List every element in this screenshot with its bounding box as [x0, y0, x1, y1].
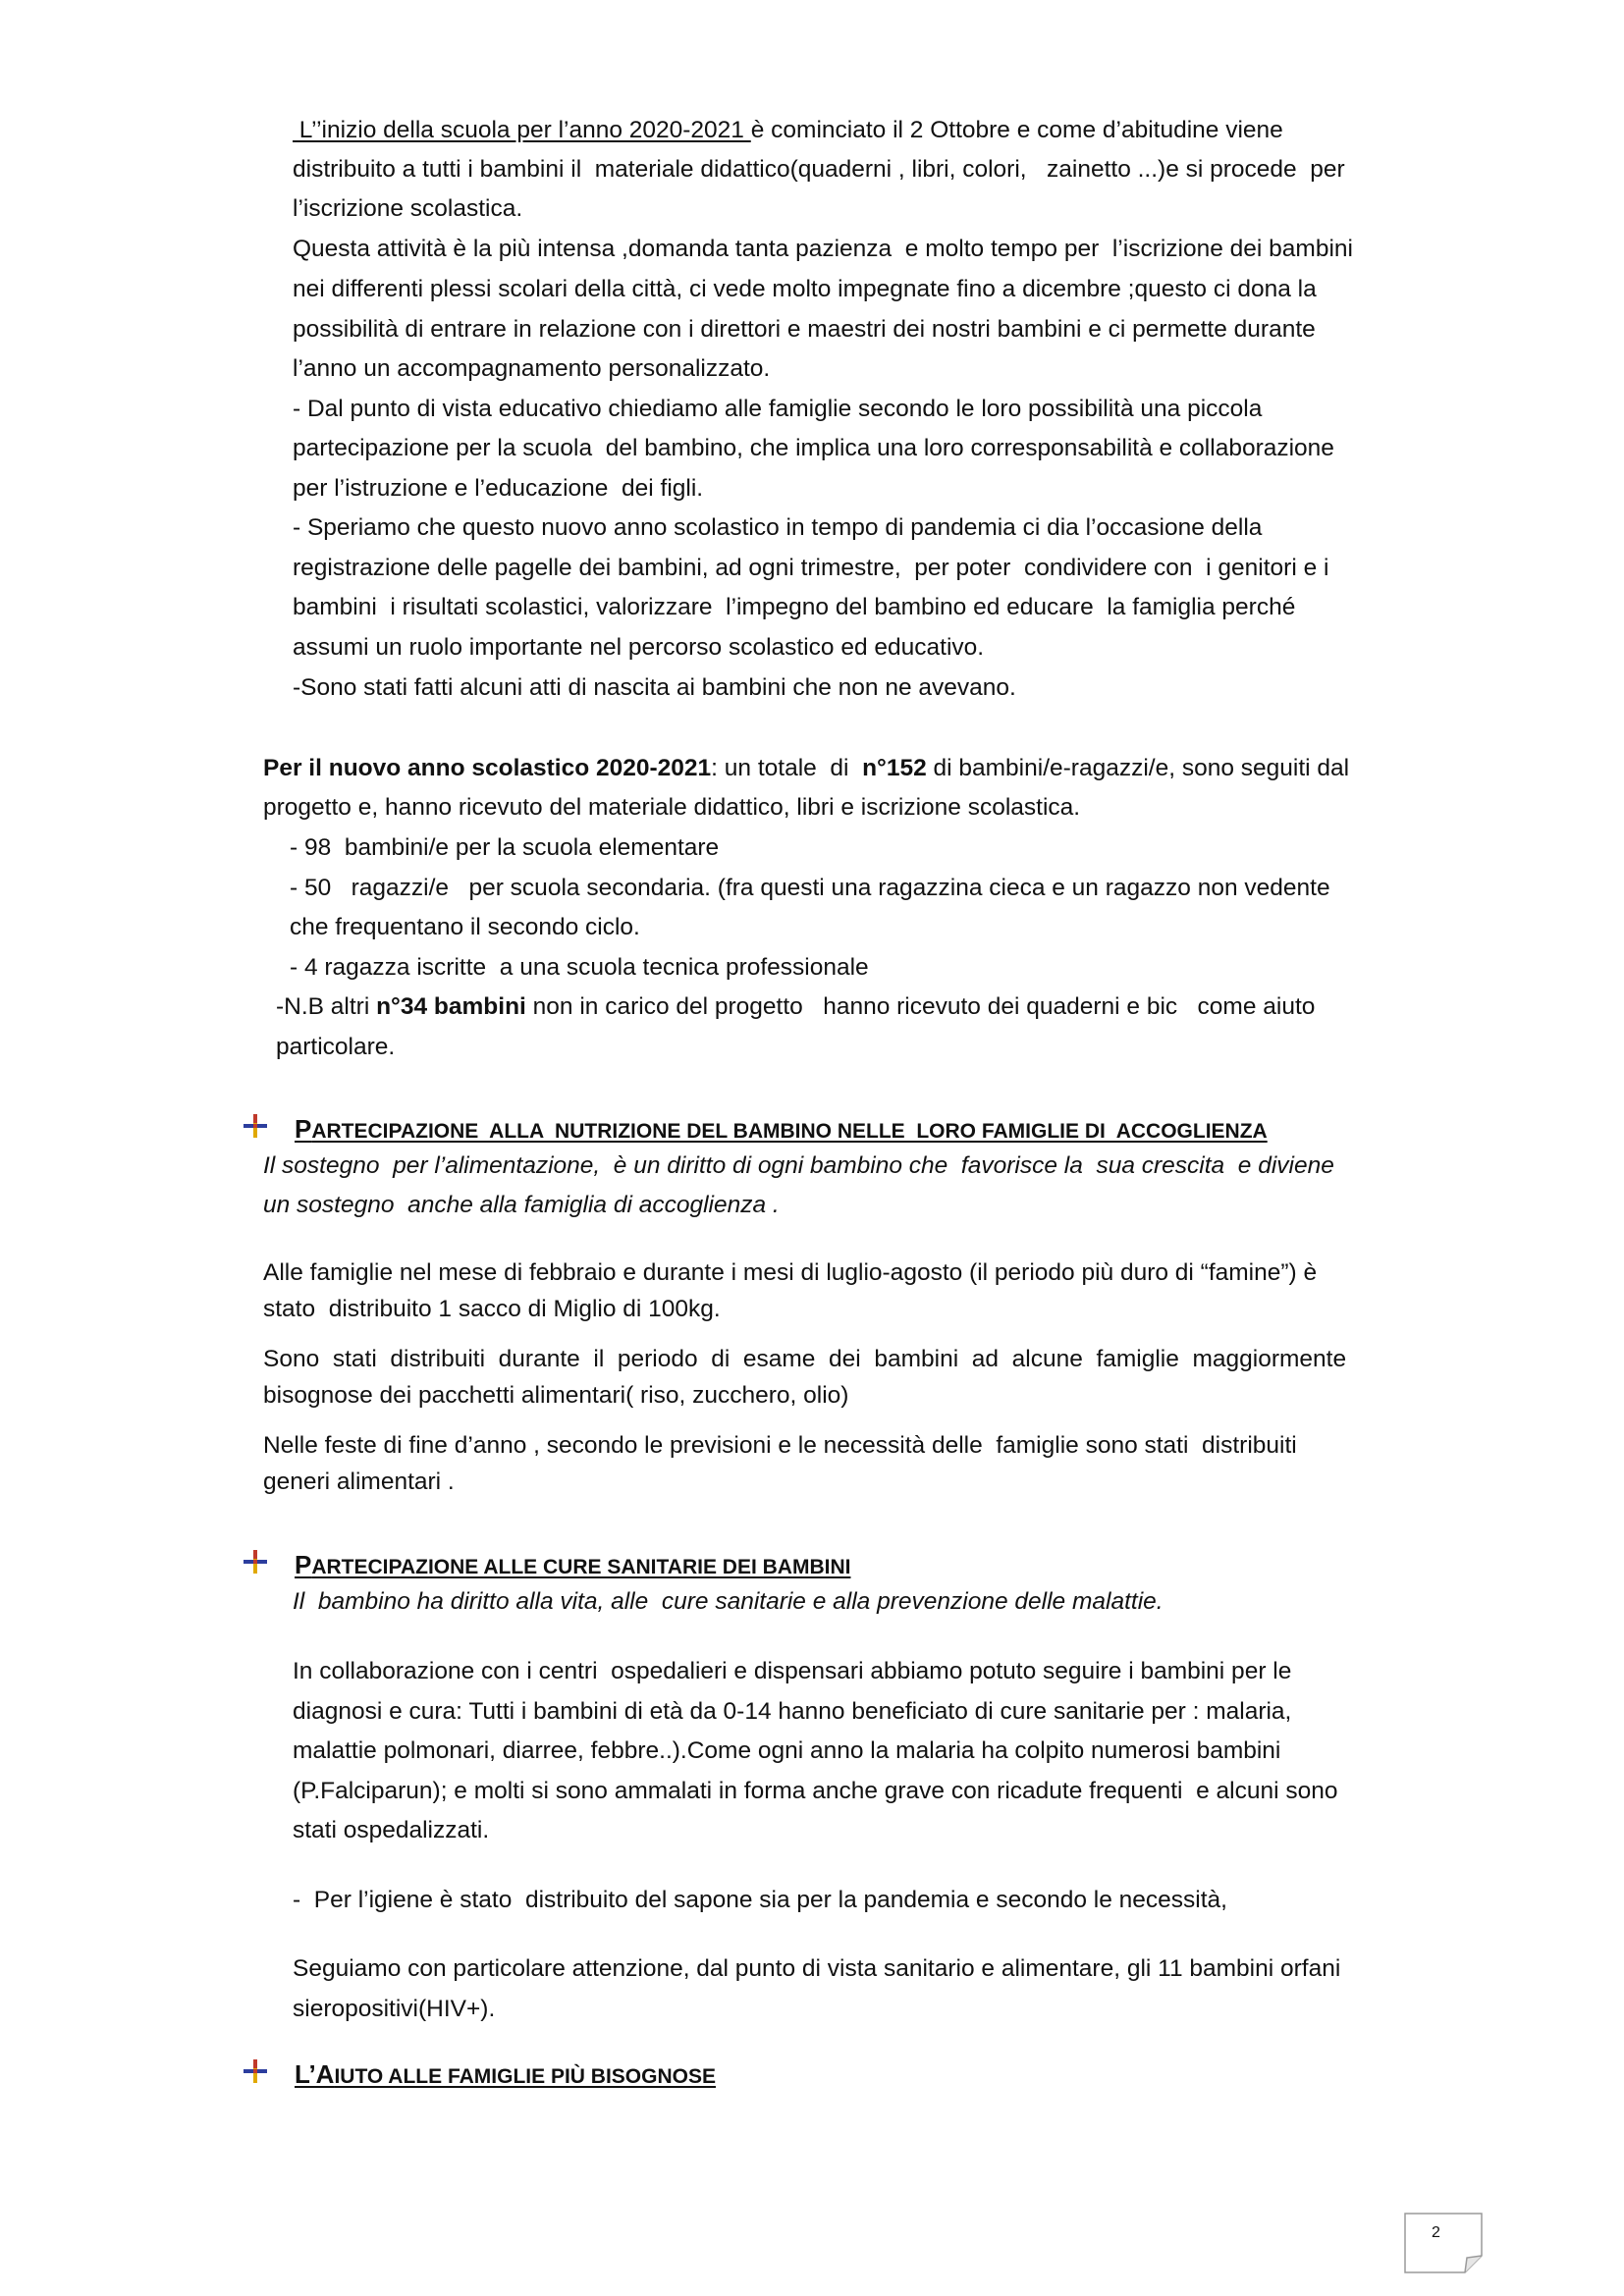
page-number: 2: [1432, 2224, 1440, 2241]
heading-rest: ARTECIPAZIONE ALLA NUTRIZIONE DEL BAMBINO NELLE LORO FAMIGLIE DI ACCOGLIENZA: [311, 1120, 1268, 1143]
folded-page-icon: [1404, 2213, 1483, 2273]
section-heading-nutrition: [295, 1109, 1268, 1151]
intro-line: per l’istruzione e l’educazione dei figli.: [293, 475, 704, 502]
school-year-text: : un totale di: [711, 755, 863, 781]
intro-line: -Sono stati fatti alcuni atti di nascita ai bambini che non ne avevano.: [293, 674, 1016, 701]
school-year-item-secondary-cont: che frequentano il secondo ciclo.: [290, 914, 640, 940]
intro-underlined-phrase: L’’inizio della scuola per l’anno 2020-2021: [293, 117, 751, 143]
nutrition-italic-2: un sostegno anche alla famiglia di accoglienza .: [263, 1192, 780, 1218]
intro-line-1-rest: è cominciato il 2 Ottobre e come d’abitudine viene: [750, 117, 1283, 143]
school-year-text: di bambini/e-ragazzi/e, sono seguiti dal: [926, 755, 1350, 781]
health-paragraph-line: stati ospedalizzati.: [293, 1817, 490, 1843]
intro-line: - Dal punto di vista educativo chiediamo alle famiglie secondo le loro possibilità una piccola: [293, 396, 1263, 422]
school-year-line-1: [263, 749, 1349, 788]
nutrition-paragraph-3a: Nelle feste di fine d’anno , secondo le previsioni e le necessità delle famiglie sono stati distribuiti: [263, 1432, 1297, 1459]
intro-line: registrazione delle pagelle dei bambini, ad ogni trimestre, per poter condividere con i genitori e i: [293, 555, 1329, 581]
intro-line: assumi un ruolo importante nel percorso scolastico ed educativo.: [293, 634, 985, 661]
school-year-item-secondary: - 50 ragazzi/e per scuola secondaria. (fra questi una ragazzina cieca e un ragazzo non vedente: [290, 875, 1330, 901]
health-orphans-line-1: Seguiamo con particolare attenzione, dal punto di vista sanitario e alimentare, gli 11 bambini orfani: [293, 1955, 1341, 1982]
intro-line: distribuito a tutti i bambini il materiale didattico(quaderni , libri, colori, zainetto ...)e si procede per: [293, 156, 1345, 183]
nutrition-paragraph-3b: generi alimentari .: [263, 1468, 455, 1495]
nb-bold-count: n°34 bambini: [376, 993, 526, 1020]
health-paragraph-line: diagnosi e cura: Tutti i bambini di età da 0-14 hanno beneficiato di cure sanitarie per : malaria,: [293, 1698, 1292, 1725]
health-paragraph-line: In collaborazione con i centri ospedalieri e dispensari abbiamo potuto seguire i bambini per le: [293, 1658, 1292, 1684]
intro-line: Questa attività è la più intensa ,domanda tanta pazienza e molto tempo per l’iscrizione dei bambini: [293, 236, 1353, 262]
school-year-nb-line: [276, 988, 1315, 1027]
school-year-count: n°152: [862, 755, 927, 781]
nutrition-paragraph-1a: Alle famiglie nel mese di febbraio e durante i mesi di luglio-agosto (il periodo più duro di “famine”) è: [263, 1259, 1318, 1286]
intro-line-1: [293, 111, 1283, 150]
plus-bullet-icon: [243, 2058, 268, 2084]
plus-bullet-icon: [243, 1113, 268, 1139]
intro-line: possibilità di entrare in relazione con i direttori e maestri dei nostri bambini e ci permette durante: [293, 316, 1316, 343]
heading-initial: P: [295, 1114, 312, 1144]
section-heading-health: [295, 1545, 850, 1587]
school-year-item-elementary: - 98 bambini/e per la scuola elementare: [290, 834, 720, 861]
nutrition-paragraph-2a: Sono stati distribuiti durante il periodo di esame dei bambini ad alcune famiglie maggiormente: [263, 1346, 1347, 1372]
health-orphans-line-2: sieropositivi(HIV+).: [293, 1996, 496, 2022]
nutrition-paragraph-1b: stato distribuito 1 sacco di Miglio di 100kg.: [263, 1296, 721, 1322]
health-italic-1: Il bambino ha diritto alla vita, alle cure sanitarie e alla prevenzione delle malattie.: [293, 1588, 1164, 1615]
intro-line: partecipazione per la scuola del bambino, che implica una loro corresponsabilità e collaborazione: [293, 435, 1334, 461]
nb-text: non in carico del progetto hanno ricevuto dei quaderni e bic come aiuto: [525, 993, 1316, 1020]
school-year-line-2: progetto e, hanno ricevuto del materiale didattico, libri e iscrizione scolastica.: [263, 794, 1081, 821]
section-heading-aid: [295, 2055, 716, 2097]
health-hygiene-line: - Per l’igiene è stato distribuito del sapone sia per la pandemia e secondo le necessità,: [293, 1887, 1227, 1913]
plus-bullet-icon: [243, 1549, 268, 1575]
nb-prefix: -N.B altri: [276, 993, 377, 1020]
heading-rest: ARTECIPAZIONE ALLE CURE SANITARIE DEI BAMBINI: [311, 1556, 851, 1578]
heading-rest: IUTO ALLE FAMIGLIE PIÙ BISOGNOSE: [334, 2065, 716, 2088]
intro-line: l’iscrizione scolastica.: [293, 195, 523, 222]
school-year-item-technical: - 4 ragazza iscritte a una scuola tecnica professionale: [290, 954, 869, 981]
intro-line: bambini i risultati scolastici, valorizzare l’impegno del bambino ed educare la famiglia perché: [293, 594, 1296, 620]
nutrition-paragraph-2b: bisognose dei pacchetti alimentari( riso, zucchero, olio): [263, 1382, 849, 1409]
intro-line: - Speriamo che questo nuovo anno scolastico in tempo di pandemia ci dia l’occasione della: [293, 514, 1263, 541]
intro-line: l’anno un accompagnamento personalizzato.: [293, 355, 771, 382]
health-paragraph-line: (P.Falciparun); e molti si sono ammalati in forma anche grave con ricadute frequenti e alcuni sono: [293, 1778, 1338, 1804]
heading-initial: L’A: [295, 2059, 335, 2089]
school-year-nb-line-2: particolare.: [276, 1034, 396, 1060]
nutrition-italic-1: Il sostegno per l’alimentazione, è un diritto di ogni bambino che favorisce la sua crescita e diviene: [263, 1152, 1334, 1179]
heading-initial: P: [295, 1550, 312, 1579]
health-paragraph-line: malattie polmonari, diarree, febbre..).Come ogni anno la malaria ha colpito numerosi bambini: [293, 1737, 1281, 1764]
intro-line: nei differenti plessi scolari della città, ci vede molto impegnate fino a dicembre ;questo ci dona la: [293, 276, 1317, 302]
school-year-bold-title: Per il nuovo anno scolastico 2020-2021: [263, 755, 712, 781]
